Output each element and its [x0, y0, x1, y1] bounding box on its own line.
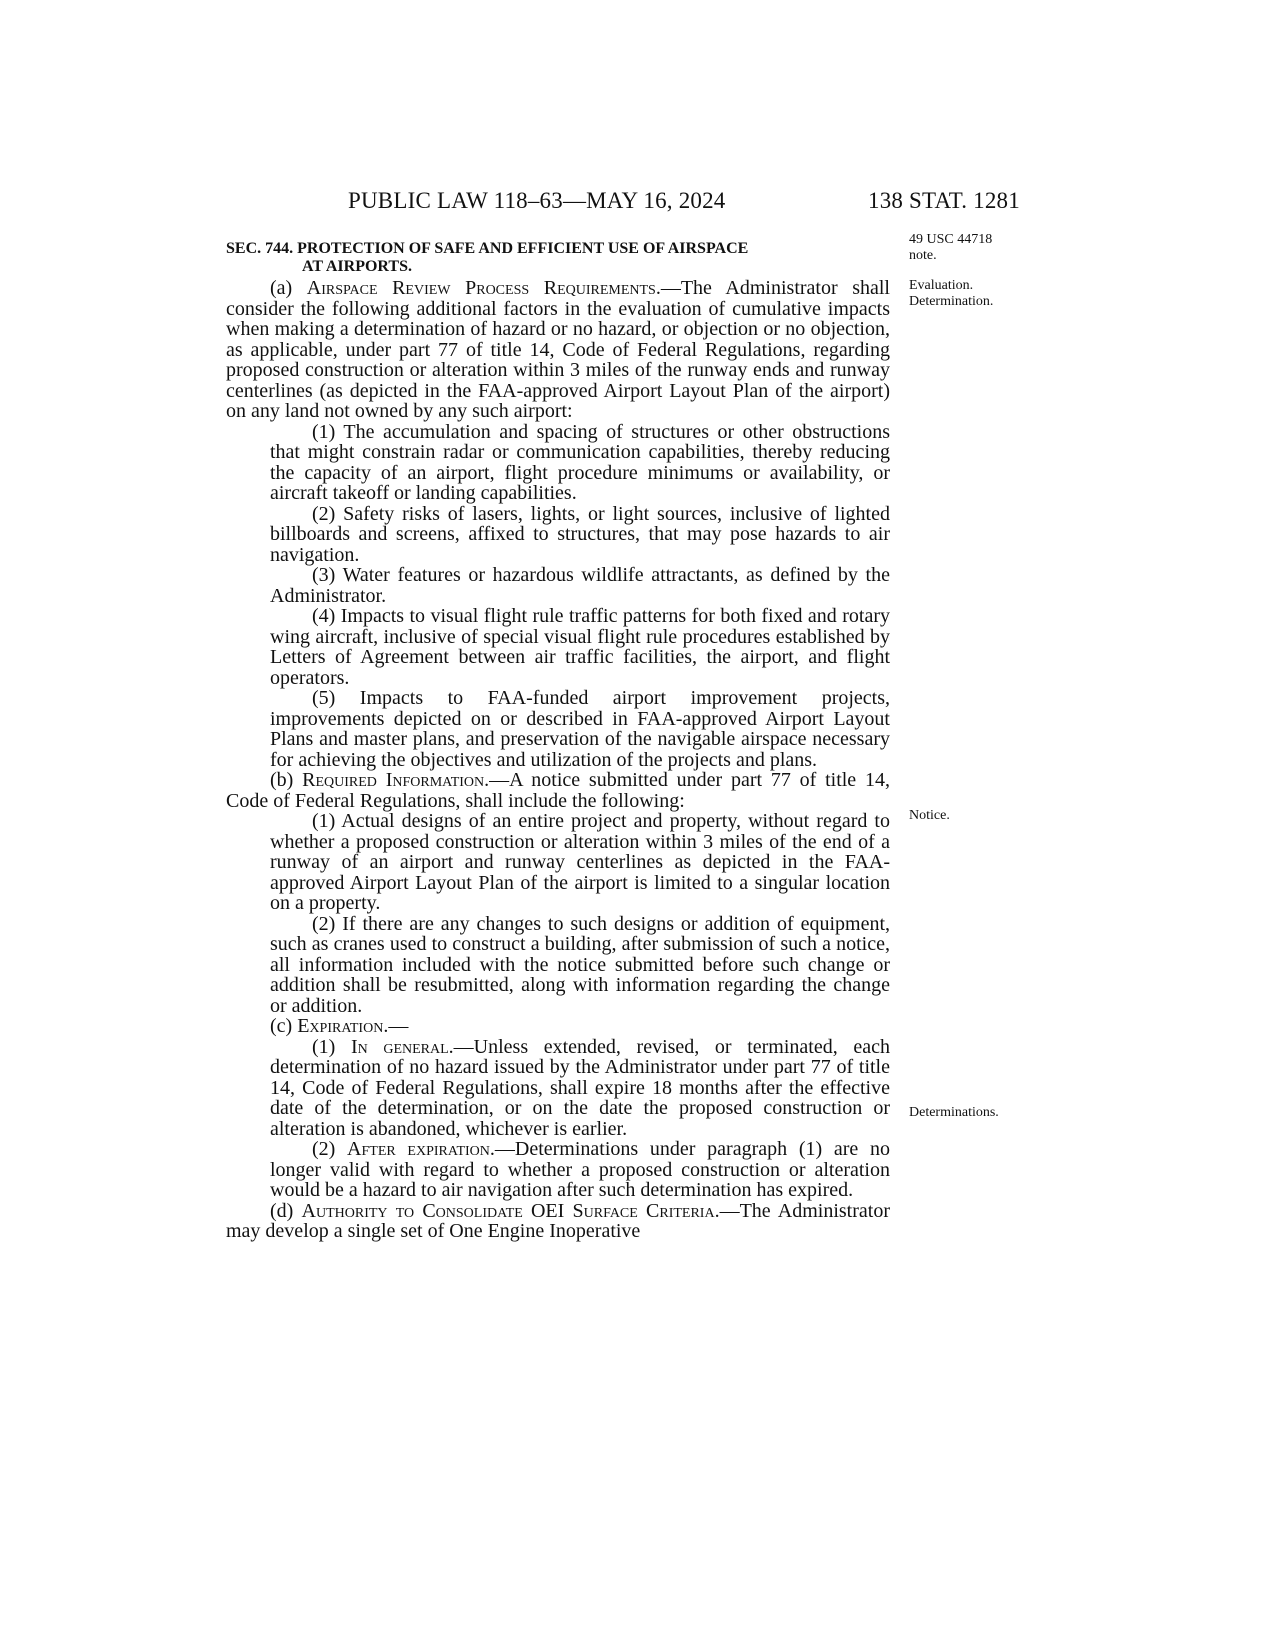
subsection-c-p2-label: (2): [312, 1138, 348, 1160]
section-heading-line1: SEC. 744. PROTECTION OF SAFE AND EFFICIENT USE OF AIRSPACE: [226, 240, 749, 257]
subsection-a-label: (a): [270, 277, 307, 299]
subsection-d: [226, 1201, 890, 1242]
margin-note-determinations: Determinations.: [909, 1105, 999, 1120]
subsection-c-p1-text: .—Unless extended, revised, or terminated, each determination of no hazard issued by the Administrator under part 77 of title 14, Code of Federal Regulations, shall expire 18 months after the effective date of the determination, or on the date the proposed construction or alteration is abandoned, whichever is earlier.: [270, 1035, 890, 1140]
subsection-b-text: .—A notice submitted under part 77 of title 14, Code of Federal Regulations, shall include the following:: [226, 769, 890, 812]
subsection-a: [226, 278, 890, 422]
subsection-d-label: (d): [270, 1199, 302, 1222]
subsection-a-item: (1) The accumulation and spacing of structures or other obstructions that might constrain radar or communication capabilities, thereby reducing the capacity of an airport, flight procedure minimums or availability, or aircraft takeoff or landing capabilities.: [270, 420, 890, 504]
page-header-law: PUBLIC LAW 118–63—MAY 16, 2024: [348, 188, 726, 213]
margin-note-usc-note: note.: [909, 248, 937, 263]
subsection-d-text: .—The Administrator may develop a single set of One Engine Inoperative: [226, 1199, 890, 1242]
subsection-c: [226, 1016, 890, 1037]
subsection-a-item: (3) Water features or hazardous wildlife attractants, as defined by the Administrator.: [270, 564, 890, 607]
section-heading: [226, 240, 890, 276]
section-body: [226, 278, 890, 1242]
subsection-c-p2-heading: After expiration: [347, 1138, 490, 1160]
margin-note-evaluation: [909, 278, 1059, 310]
subsection-d-heading: Authority to Consolidate OEI Surface Criteria: [301, 1199, 715, 1222]
page-header-stat: 138 STAT. 1281: [868, 188, 1020, 213]
subsection-b-label: (b): [270, 769, 303, 791]
subsection-c-paragraph-1: [270, 1037, 890, 1140]
subsection-c-p1-heading: In general: [350, 1035, 449, 1058]
subsection-b-heading: Required Information: [302, 769, 485, 791]
subsection-a-text: .—The Administrator shall consider the following additional factors in the evaluation of cumulative impacts when making a determination of hazard or no hazard, or objection or no objection, as applicable, under part 77 of title 14, Code of Federal Regulations, regarding proposed construction or alteration within 3 miles of the runway ends and runway centerlines (as depicted in the FAA-approved Airport Layout Plan of the airport) on any land not owned by any such airport:: [226, 277, 890, 422]
margin-note-usc-cite: 49 USC 44718: [909, 232, 993, 247]
margin-note-evaluation-text: Evaluation.: [909, 278, 974, 293]
subsection-c-label: (c): [270, 1015, 298, 1037]
subsection-a-item: (4) Impacts to visual flight rule traffic patterns for both fixed and rotary wing aircraft, inclusive of special visual flight rule procedures established by Letters of Agreement between air traffic facilities, the airport, and flight operators.: [270, 605, 890, 689]
subsection-c-heading: Expiration: [297, 1015, 384, 1037]
section-heading-line2: AT AIRPORTS.: [302, 258, 412, 275]
subsection-c-dash: .—: [383, 1015, 409, 1037]
subsection-a-item: (2) Safety risks of lasers, lights, or light sources, inclusive of lighted billboards and screens, affixed to structures, that may pose hazards to air navigation.: [270, 502, 890, 566]
subsection-a-item: (5) Impacts to FAA-funded airport improvement projects, improvements depicted on or described in FAA-approved Airport Layout Plans and master plans, and preservation of the navigable airspace necessary for achieving the objectives and utilization of the projects and plans.: [270, 687, 890, 771]
margin-note-notice: Notice.: [909, 808, 950, 823]
subsection-b-item: (1) Actual designs of an entire project and property, without regard to whether a proposed construction or alteration within 3 miles of the end of a runway of an airport and runway centerlines as depicted in the FAA-approved Airport Layout Plan of the airport is limited to a singular location on a property.: [270, 810, 890, 914]
subsection-b-item: (2) If there are any changes to such designs or addition of equipment, such as cranes used to construct a building, after submission of such a notice, all information included with the notice submitted before such change or addition shall be resubmitted, along with information regarding the change or addition.: [270, 912, 890, 1017]
subsection-c-p2-text: .—Determinations under paragraph (1) are no longer valid with regard to whether a proposed construction or alteration would be a hazard to air navigation after such determination has expired.: [270, 1138, 890, 1201]
margin-note-determination-text: Determination.: [909, 294, 994, 309]
subsection-c-paragraph-2: [270, 1139, 890, 1201]
subsection-b: [226, 770, 890, 811]
subsection-c-p1-label: (1): [312, 1035, 351, 1058]
margin-note-usc: [909, 232, 1059, 264]
subsection-a-heading: Airspace Review Process Requirements: [306, 277, 656, 299]
